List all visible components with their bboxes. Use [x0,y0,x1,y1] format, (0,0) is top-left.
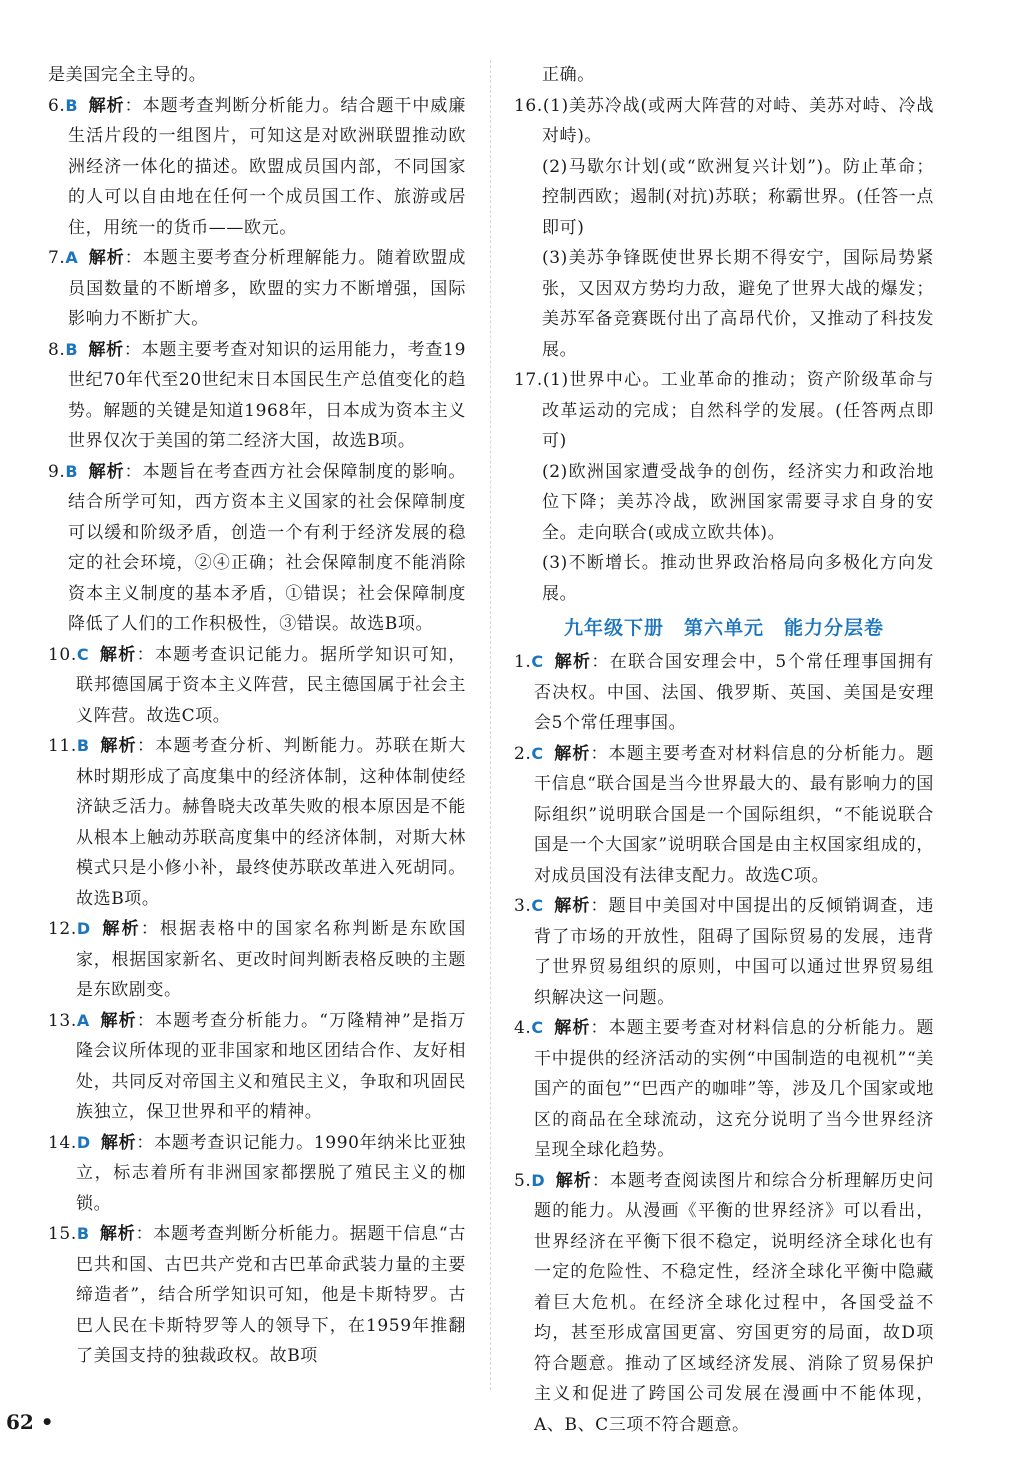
item-number: 7. [48,248,66,268]
q17-part-1-text: (1)世界中心。工业革命的推动；资产阶级革命与改革运动的完成；自然科学的发展。(任答两点即可) [542,370,934,451]
analysis-label: 解析 [100,1132,137,1153]
item-number: 9. [48,461,66,482]
analysis-text: ：本题考查判断分析能力。据题干信息“古巴共和国、古巴共产党和古巴革命武装力量的主要缔造者”，结合所学知识可知，他是卡斯特罗。古巴人民在卡斯特罗等人的领导下，在1959年推翻了美国支持的独裁政权。故B项 [76,1224,467,1366]
item-number: 15. [48,1224,77,1244]
q17-part-3: (3)不断增长。推动世界政治格局向多极化方向发展。 [542,553,934,604]
answer-item-s4 [514,1013,934,1166]
item-number: 10. [48,644,77,665]
answer-letter: C [531,743,544,763]
analysis-label: 解析 [553,743,591,764]
analysis-text: ：本题考查判断分析能力。结合题干中威廉生活片段的一组图片，可知这是对欧洲联盟推动欧洲经济一体化的描述。欧盟成员国内部，不同国家的人可以自由地在任何一个成员国工作、旅游或居住，用统一的货币——欧元。 [68,95,466,238]
left-column [48,60,466,1372]
answer-item-15 [48,1219,466,1372]
analysis-label: 解析 [100,919,141,939]
analysis-label: 解析 [88,461,125,482]
q16-part-1 [514,91,934,152]
item-number: 1. [514,652,532,672]
answer-letter: C [76,644,90,664]
answer-letter: D [531,1170,546,1190]
analysis-label: 解析 [99,1010,137,1031]
q17-part-2: (2)欧洲国家遭受战争的创伤，经济实力和政治地位下降；美苏冷战，欧洲国家需要寻求自身的安全。走向联合(或成立欧共体)。 [542,461,934,543]
answer-letter: C [531,896,544,915]
analysis-label: 解析 [553,896,591,916]
answer-item-6 [48,91,466,244]
answer-letter: B [76,1224,90,1243]
q16-part-2: (2)马歇尔计划(或“欧洲复兴计划”)。防止革命；控制西欧；遏制(对抗)苏联；称霸世界。(任答一点即可) [542,156,934,238]
answer-item-s3 [514,891,934,1013]
answer-item-9 [48,457,466,640]
item-number: 16. [514,95,543,116]
answer-item-s1 [514,647,934,739]
item-number: 17. [514,370,543,390]
analysis-label: 解析 [88,248,125,268]
answer-letter: B [76,736,90,755]
item-number: 14. [48,1132,77,1153]
answer-item-13 [48,1006,466,1128]
q17-part-1 [514,365,934,457]
item-number: 8. [48,339,66,360]
item-number: 2. [514,743,532,764]
analysis-label: 解析 [99,644,137,665]
item-number: 3. [514,896,532,916]
right-column [514,60,934,1440]
analysis-label: 解析 [88,95,125,116]
answer-letter: D [76,919,91,938]
analysis-text: ：本题主要考查对材料信息的分析能力。题干信息“联合国是当今世界最大的、最有影响力的国际组织”说明联合国是一个国际组织，“不能说联合国是一个大国家”说明联合国是由主权国家组成的，对成员国没有法律支配力。故选C项。 [534,743,934,886]
answer-item-14 [48,1128,466,1220]
answer-letter: C [531,1018,544,1037]
analysis-label: 解析 [555,1170,592,1191]
column-divider [490,60,491,1390]
analysis-label: 解析 [553,652,592,672]
answer-letter: C [531,652,544,671]
q5-continuation: 是美国完全主导的。 [48,65,207,85]
answer-letter: D [76,1132,91,1152]
answer-item-10 [48,640,466,732]
item-number: 4. [514,1018,532,1038]
q16-part-1-text: (1)美苏冷战(或两大阵营的对峙、美苏对峙、冷战对峙)。 [542,95,934,146]
analysis-text: ：本题考查识记能力。据所学知识可知，联邦德国属于资本主义阵营，民主德国属于社会主义阵营。故选C项。 [76,644,466,726]
section-title: 九年级下册 第六单元 能力分层卷 [563,617,884,639]
analysis-text: ：在联合国安理会中，5个常任理事国拥有否决权。中国、法国、俄罗斯、英国、美国是安理会5个常任理事国。 [534,652,935,733]
answer-letter: B [65,339,79,359]
answer-letter: B [65,95,79,115]
analysis-label: 解析 [99,736,137,756]
item-number: 12. [48,919,77,939]
answer-item-17 [514,365,934,609]
analysis-text: ：本题旨在考查西方社会保障制度的影响。结合所学可知，西方资本主义国家的社会保障制度可以缓和阶级矛盾，创造一个有利于经济发展的稳定的社会环境，②④正确；社会保障制度不能消除资本主义制度的基本矛盾，①错误；社会保障制度降低了人们的工作积极性，③错误。故选B项。 [68,461,466,634]
answer-letter: B [65,461,79,481]
analysis-text: ：本题考查分析、判断能力。苏联在斯大林时期形成了高度集中的经济体制，这种体制使经济缺乏活力。赫鲁晓夫改革失败的根本原因是不能从根本上触动苏联高度集中的经济体制，对斯大林模式只是小修小补，最终使苏联改革进入死胡同。故选B项。 [76,736,466,909]
analysis-text: ：本题主要考查分析理解能力。随着欧盟成员国数量的不断增多，欧盟的实力不断增强，国际影响力不断扩大。 [68,248,466,329]
answer-item-16 [514,91,934,366]
analysis-label: 解析 [553,1018,591,1038]
answer-item-7 [48,243,466,335]
item-number: 13. [48,1010,77,1031]
analysis-text: ：本题考查分析能力。“万隆精神”是指万隆会议所体现的亚非国家和地区团结合作、友好相处，共同反对帝国主义和殖民主义，争取和巩固民族独立，保卫世界和平的精神。 [76,1010,467,1122]
page-number: 62 • [6,1410,54,1434]
item-number: 6. [48,95,66,116]
answer-item-s2 [514,739,934,892]
item-number: 11. [48,736,77,756]
analysis-text: ：本题考查阅读图片和综合分析理解历史问题的能力。从漫画《平衡的世界经济》可以看出，世界经济在平衡下很不稳定，说明经济全球化也有一定的危险性、不稳定性，经济全球化平衡中隐藏着巨大危机。在经济全球化过程中，各国受益不均，甚至形成富国更富、穷国更穷的局面，故D项符合题意。推动了区域经济发展、消除了贸易保护主义和促进了跨国公司发展在漫画中不能体现，A、B、C三项不符合题意。 [534,1170,934,1435]
answer-item-8 [48,335,466,457]
analysis-text: ：本题主要考查对知识的运用能力，考查19世纪70年代至20世纪末日本国民生产总值变化的趋势。解题的关键是知道1968年，日本成为资本主义世界仅次于美国的第二经济大国，故选B项。 [68,339,466,451]
analysis-text: ：本题考查识记能力。1990年纳米比亚独立，标志着所有非洲国家都摆脱了殖民主义的枷锁。 [76,1132,467,1214]
analysis-label: 解析 [99,1224,136,1244]
answer-item-s5 [514,1166,934,1441]
q16-part-3: (3)美苏争锋既使世界长期不得安宁，国际局势紧张，又因双方势均力敌，避免了世界大战的爆发；美苏军备竞赛既付出了高昂代价，又推动了科技发展。 [542,248,934,360]
answer-item-11 [48,731,466,914]
analysis-text: ：本题主要考查对材料信息的分析能力。题干中提供的经济活动的实例“中国制造的电视机”“美国产的面包”“巴西产的咖啡”等，涉及几个国家或地区的商品在全球流动，这充分说明了当今世界经济呈现全球化趋势。 [534,1018,934,1160]
analysis-text: ：题目中美国对中国提出的反倾销调查，违背了市场的开放性，阻碍了国际贸易的发展，违背了世界贸易组织的原则，中国可以通过世界贸易组织解决这一问题。 [534,896,934,1008]
analysis-text: ：根据表格中的国家名称判断是东欧国家，根据国家新名、更改时间判断表格反映的主题是东欧剧变。 [76,919,466,1000]
answer-item-12 [48,914,466,1006]
answer-letter: A [65,248,79,267]
analysis-label: 解析 [88,339,124,360]
item-number: 5. [514,1170,532,1191]
answer-letter: A [76,1010,90,1030]
q15-continuation: 正确。 [542,65,595,85]
